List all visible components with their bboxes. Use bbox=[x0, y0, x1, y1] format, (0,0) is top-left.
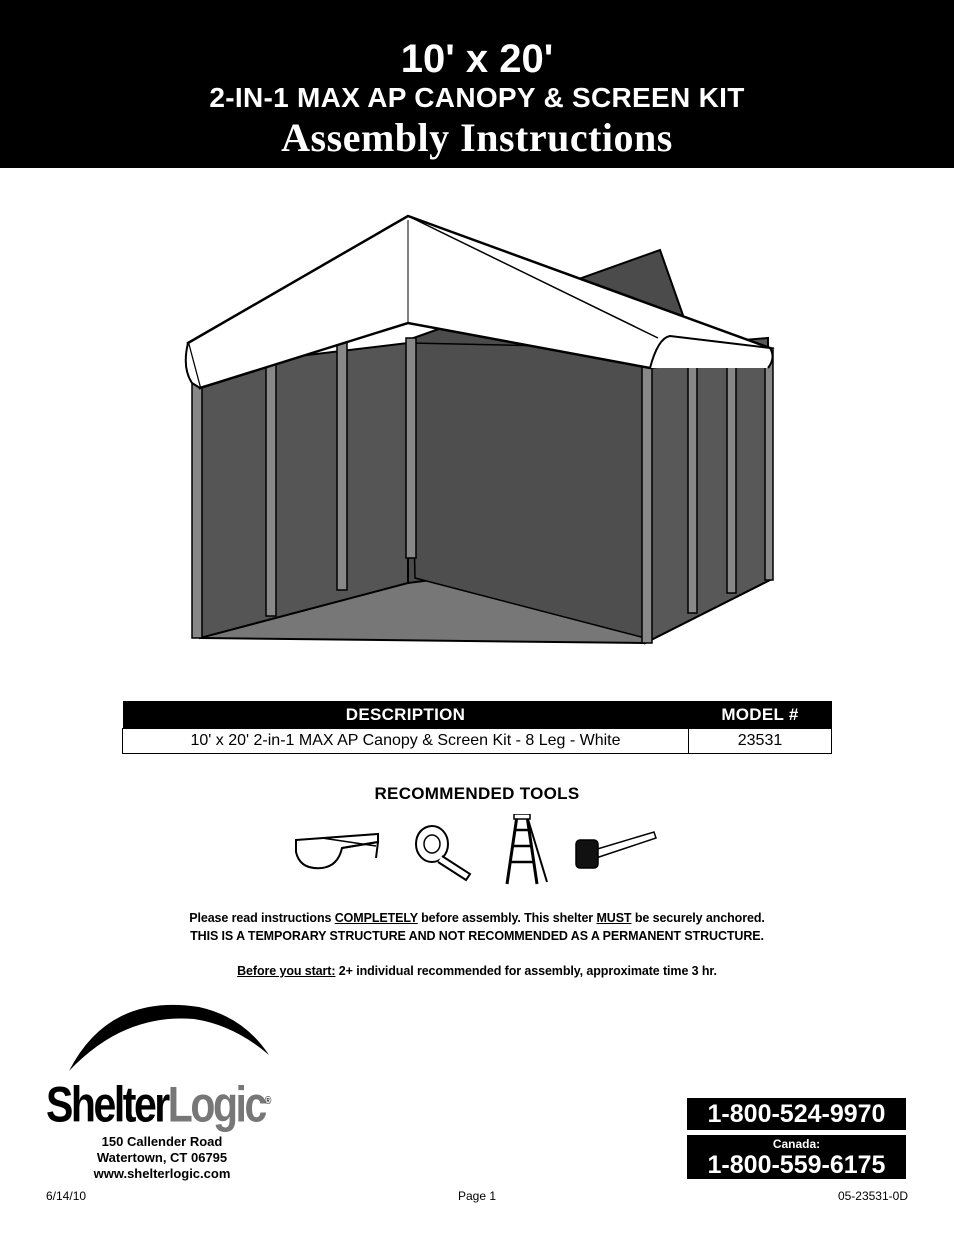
product-description: 10' x 20' 2-in-1 MAX AP Canopy & Screen Kit - 8 Leg - White bbox=[123, 729, 689, 754]
title-banner bbox=[0, 0, 954, 168]
before-label: Before you start: bbox=[237, 964, 336, 978]
address-line-2: Watertown, CT 06795 bbox=[96, 1150, 228, 1165]
rubber-mallet-icon bbox=[574, 826, 658, 872]
phone-canada: 1-800-559-6175 bbox=[707, 1151, 886, 1179]
spec-table bbox=[122, 701, 832, 754]
step-ladder-icon bbox=[503, 814, 549, 886]
logo-logic: Logic bbox=[167, 1076, 265, 1133]
table-row bbox=[123, 729, 832, 754]
notice-emphasis: COMPLETELY bbox=[334, 911, 418, 925]
read-instructions-notice bbox=[0, 911, 954, 925]
shelterlogic-logo bbox=[44, 1003, 294, 1138]
notice-text: before assembly. This shelter bbox=[417, 911, 597, 925]
tools-heading: RECOMMENDED TOOLS bbox=[374, 784, 580, 803]
before-you-start-notice bbox=[0, 964, 954, 978]
logo-arch-icon bbox=[69, 1003, 269, 1073]
model-number: 23531 bbox=[689, 729, 832, 754]
model-header: MODEL # bbox=[689, 701, 832, 729]
size-heading: 10' x 20' bbox=[400, 37, 554, 81]
canopy-shelter-illustration bbox=[180, 208, 780, 658]
phone-us: 1-800-524-9970 bbox=[687, 1098, 906, 1130]
address-line-1: 150 Callender Road bbox=[101, 1134, 223, 1149]
logo-wordmark bbox=[46, 1071, 271, 1135]
footer-date: 6/14/10 bbox=[46, 1189, 87, 1203]
safety-glasses-icon bbox=[292, 826, 382, 874]
phone-canada-box bbox=[687, 1135, 906, 1179]
temporary-structure-notice: THIS IS A TEMPORARY STRUCTURE AND NOT RECOMMENDED AS A PERMANENT STRUCTURE. bbox=[190, 929, 764, 943]
notice-emphasis: MUST bbox=[596, 911, 632, 925]
website: www.shelterlogic.com bbox=[93, 1166, 231, 1181]
canada-label: Canada: bbox=[772, 1137, 821, 1151]
tape-measure-icon bbox=[410, 822, 476, 884]
registered-mark: ® bbox=[264, 1095, 272, 1107]
notice-text: Please read instructions bbox=[189, 911, 335, 925]
description-header: DESCRIPTION bbox=[123, 701, 689, 729]
logo-shelter: Shelter bbox=[46, 1076, 168, 1133]
notice-text: be securely anchored. bbox=[631, 911, 765, 925]
before-text: 2+ individual recommended for assembly, approximate time 3 hr. bbox=[335, 964, 717, 978]
page-title: Assembly Instructions bbox=[281, 115, 673, 160]
footer-doc-number: 05-23531-0D bbox=[837, 1189, 908, 1203]
footer-page: Page 1 bbox=[457, 1189, 497, 1203]
product-heading: 2-IN-1 MAX AP CANOPY & SCREEN KIT bbox=[209, 82, 745, 113]
